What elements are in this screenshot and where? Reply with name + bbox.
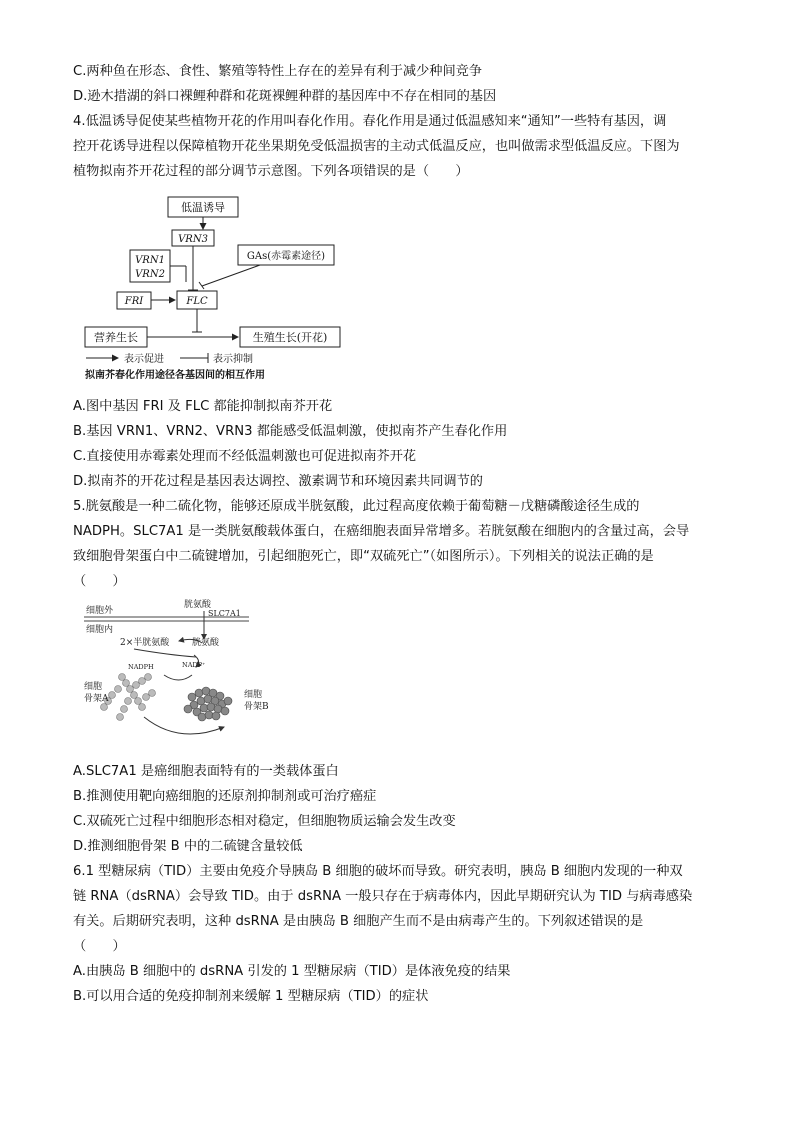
label-cytoskeleton-a-1: 细胞 (84, 682, 103, 692)
legend-inhibit-label: 表示抑制 (213, 354, 253, 365)
q6-option-b: B.可以用合适的免疫抑制剂来缓解 1 型糖尿病（TID）的症状 (73, 989, 429, 1004)
cytoskeleton-b (184, 687, 232, 721)
label-nadph: NADPH (128, 663, 154, 671)
q5-option-b: B.推测使用靶向癌细胞的还原剂抑制剂或可治疗癌症 (73, 789, 377, 804)
q5-option-a: A.SLC7A1 是癌细胞表面特有的一类载体蛋白 (73, 764, 339, 779)
label-flc: FLC (186, 296, 208, 307)
q4-stem-line-3: 植物拟南芥开花过程的部分调节示意图。下列各项错误的是（ ） (73, 164, 469, 179)
label-cystine-inside: 胱氨酸 (192, 638, 220, 648)
label-gas: GAs(赤霉素途径) (246, 251, 326, 262)
legend-promote-label: 表示促进 (124, 354, 164, 365)
q6-stem-line-4: （ ） (73, 939, 126, 954)
label-cytoskeleton-a-2: 骨架A (84, 694, 109, 704)
label-reproductive: 生殖生长(开花) (252, 331, 328, 344)
q3-option-c: C.两种鱼在形态、食性、繁殖等特性上存在的差异有利于减少种间竞争 (73, 64, 483, 79)
q6-option-a: A.由胰岛 B 细胞中的 dsRNA 引发的 1 型糖尿病（TID）是体液免疫的结果 (73, 964, 511, 979)
label-vrn1: VRN1 (135, 255, 165, 266)
q5-option-d: D.推测细胞骨架 B 中的二硫键含量较低 (73, 839, 303, 854)
q4-option-d: D.拟南芥的开花过程是基因表达调控、激素调节和环境因素共同调节的 (73, 474, 483, 489)
q5-stem-line-1: 5.胱氨酸是一种二硫化物，能够还原成半胱氨酸，此过程高度依赖于葡萄糖－戊糖磷酸途径生成的 (73, 499, 640, 514)
label-vegetative: 营养生长 (94, 331, 138, 344)
q6-stem-line-3: 有关。后期研究表明，这种 dsRNA 是由胰岛 B 细胞产生而不是由病毒产生的。下列叙述错误的是 (73, 914, 644, 929)
label-nadp: NADP⁺ (182, 661, 206, 669)
cytoskeleton-a (101, 674, 156, 721)
q5-option-c: C.双硫死亡过程中细胞形态相对稳定，但细胞物质运输会发生改变 (73, 814, 456, 829)
q6-stem-line-1: 6.1 型糖尿病（TID）主要由免疫介导胰岛 B 细胞的破坏而导致。研究表明，胰岛 B 细胞内发现的一种双 (73, 864, 683, 879)
q5-stem-line-2: NADPH。SLC7A1 是一类胱氨酸载体蛋白，在癌细胞表面异常增多。若胱氨酸在细胞内的含量过高，会导 (73, 524, 690, 539)
disulfidptosis-diagram (84, 597, 284, 747)
label-cysteine: 2×半胱氨酸 (120, 638, 170, 648)
label-cystine-outside: 胱氨酸 (184, 600, 212, 610)
q6-stem-line-2: 链 RNA（dsRNA）会导致 TID。由于 dsRNA 一般只存在于病毒体内，因此早期研究认为 TID 与病毒感染 (73, 889, 693, 904)
figure-caption: 拟南芥春化作用途径各基因间的相互作用 (85, 370, 265, 381)
q4-stem-line-2: 控开花诱导进程以保障植物开花坐果期免受低温损害的主动式低温反应，也叫做需求型低温反应。下图为 (73, 139, 680, 154)
label-outside: 细胞外 (86, 606, 114, 616)
q5-stem-line-3: 致细胞骨架蛋白中二硫键增加，引起细胞死亡，即“双硫死亡”（如图所示）。下列相关的说法正确的是 (73, 549, 654, 564)
label-fri: FRI (124, 296, 144, 307)
q4-stem-line-1: 4.低温诱导促使某些植物开花的作用叫春化作用。春化作用是通过低温感知来“通知”一些特有基因，调 (73, 114, 667, 129)
q5-stem-line-4: （ ） (73, 574, 126, 589)
label-low-temp: 低温诱导 (181, 201, 225, 214)
q4-option-c: C.直接使用赤霉素处理而不经低温刺激也可促进拟南芥开花 (73, 449, 417, 464)
label-inside: 细胞内 (86, 625, 114, 635)
q4-option-b: B.基因 VRN1、VRN2、VRN3 都能感受低温刺激，使拟南芥产生春化作用 (73, 424, 508, 439)
vernalization-diagram (80, 190, 350, 385)
q3-option-d: D.逊木措湖的斜口裸鲤种群和花斑裸鲤种群的基因库中不存在相同的基因 (73, 89, 497, 104)
q4-option-a: A.图中基因 FRI 及 FLC 都能抑制拟南芥开花 (73, 399, 333, 414)
label-slc7a11: SLC7A1 (208, 609, 241, 618)
label-vrn2: VRN2 (135, 269, 165, 280)
label-cytoskeleton-b-1: 细胞 (244, 690, 263, 700)
label-vrn3: VRN3 (178, 234, 208, 245)
label-cytoskeleton-b-2: 骨架B (244, 702, 269, 712)
